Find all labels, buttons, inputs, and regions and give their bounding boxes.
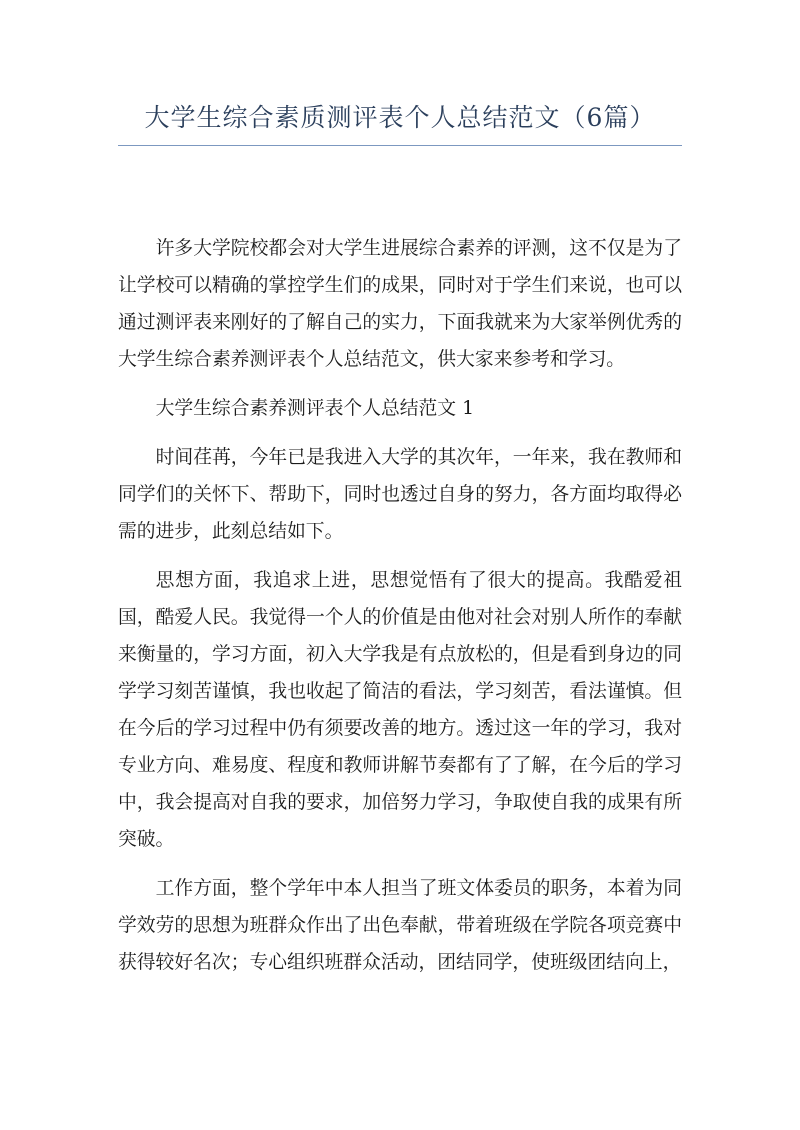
- section-heading: 大学生综合素养测评表个人总结范文 1: [155, 398, 475, 419]
- intro-paragraph: 许多大学院校都会对大学生进展综合素养的评测，这不仅是为了让学校可以精确的掌控学生们的成果，同时对于学生们来说，也可以通过测评表来刚好的了解自己的实力，下面我就来为大家举例优秀的大学生综合素养测评表个人总结范文，供大家来参考和学习。: [118, 238, 682, 370]
- document-title: 大学生综合素质测评表个人总结范文（6篇）: [144, 103, 656, 132]
- body-paragraph: 时间荏苒，今年已是我进入大学的其次年，一年来，我在教师和同学们的关怀下、帮助下，同时也透过自身的努力，各方面均取得必需的进步，此刻总结如下。: [118, 447, 682, 542]
- body-paragraph: 思想方面，我追求上进，思想觉悟有了很大的提高。我酷爱祖国，酷爱人民。我觉得一个人的价值是由他对社会对别人所作的奉献来衡量的，学习方面，初入大学我是有点放松的，但是看到身边的同学学习刻苦谨慎，我也收起了简洁的看法，学习刻苦，看法谨慎。但在今后的学习过程中仍有须要改善的地方。透过这一年的学习，我对专业方向、难易度、程度和教师讲解节奏都有了了解，在今后的学习中，我会提高对自我的要求，加倍努力学习，争取使自我的成果有所突破。: [118, 570, 682, 850]
- document-body: [118, 230, 682, 993]
- title-divider: [118, 145, 682, 146]
- body-paragraph: 工作方面，整个学年中本人担当了班文体委员的职务，本着为同学效劳的思想为班群众作出了出色奉献，带着班级在学院各项竞赛中获得较好名次；专心组织班群众活动，团结同学，使班级团结向上，: [118, 878, 682, 973]
